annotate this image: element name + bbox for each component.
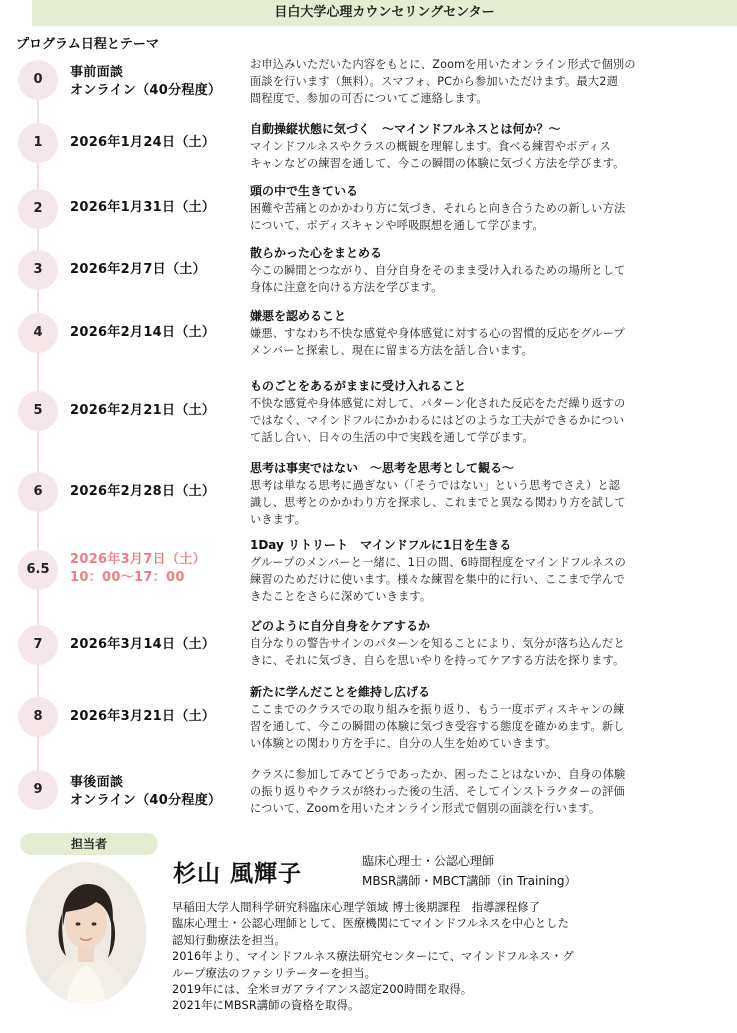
session-title: 嫌悪を認めること [250, 309, 347, 323]
session-number-badge: 6 [18, 472, 58, 512]
session-content [250, 56, 710, 107]
session-date: 2026年2月14日（土） [70, 325, 216, 340]
session-description: クラスに参加してみてどうであったか、困ったことはないか、自身の体験 の振り返りやクラスが終わった後の生活、そしてインストラクターの評価 について、Zoomを用いたオンライン形式で個別の面談を行います。 [250, 768, 626, 815]
session-number-badge: 5 [18, 391, 58, 431]
session-content [250, 245, 710, 296]
session-number-badge: 2 [18, 189, 58, 229]
portrait-illustration [26, 862, 146, 1004]
bio-line: 臨床心理士・公認心理師として、医療機関にてマインドフルネスを中心とした [172, 917, 569, 931]
staff-heading: 担当者 [20, 833, 158, 855]
bio-line: 2019年には、全米ヨガアライアンス認定200時間を取得。 [172, 983, 473, 997]
session-number-badge: 9 [18, 770, 58, 810]
date-line: オンライン（40分程度） [70, 793, 222, 808]
session-date: 2026年1月31日（土） [70, 200, 216, 215]
session-number-badge: 6.5 [18, 550, 58, 590]
session-title: 思考は事実ではない ～思考を思考として観る～ [250, 461, 515, 475]
session-date: 2026年1月24日（土） [70, 135, 216, 150]
session-title: どのように自分自身をケアするか [250, 619, 431, 633]
session-description: 思考は単なる思考に過ぎない（「そうではない」という思考でさえ）と認 識し、思考とのかかわり方を探求し、これまでと異なる関わり方を試して いきます。 [250, 479, 626, 526]
staff-name: 杉山 風輝子 [173, 861, 303, 887]
session-number-badge: 3 [18, 250, 58, 290]
session-content [250, 183, 710, 234]
session-number-badge: 0 [18, 60, 58, 100]
session-content [250, 460, 710, 528]
session-number-badge: 7 [18, 625, 58, 665]
session-date: 2026年2月21日（土） [70, 403, 216, 418]
section-heading: プログラム日程とテーマ [16, 37, 159, 52]
session-description: ここまでのクラスでの取り組みを振り返り、もう一度ボディスキャンの練 習を通して、今この瞬間の体験に気づき受容する態度を確かめます。新し い体験との関わり方を手に、自分の人生を始めていきます。 [250, 703, 625, 750]
session-content [250, 618, 710, 669]
timeline-line [37, 78, 39, 790]
bio-line: 認知行動療法を担当。 [172, 933, 286, 947]
date-line: 10：00～17：00 [70, 570, 185, 585]
session-content [250, 766, 710, 817]
session-date [70, 551, 206, 587]
organization-banner: 目白大学心理カウンセリングセンター [32, 0, 737, 26]
bio-line: ループ療法のファシリテーターを担当。 [172, 966, 376, 980]
session-content [250, 121, 710, 172]
session-content [250, 378, 710, 446]
staff-photo [26, 862, 146, 1004]
session-title: 新たに学んだことを維持し広げる [250, 685, 431, 699]
session-number-badge: 8 [18, 697, 58, 737]
session-description: 嫌悪、すなわち不快な感覚や身体感覚に対する心の習慣的反応をグループ メンバーと探索し、現在に留まる方法を話し合います。 [250, 327, 625, 357]
session-title: ものごとをあるがままに受け入れること [250, 379, 467, 393]
staff-qualification: 臨床心理士・公認心理師 [362, 854, 495, 868]
session-date [70, 64, 221, 100]
date-line: 2026年3月7日（土） [70, 552, 206, 567]
session-title: 自動操縦状態に気づく ～マインドフルネスとは何か？～ [250, 122, 561, 136]
session-content [250, 684, 710, 752]
session-description: 困難や苦痛とのかかわり方に気づき、それらと向き合うための新しい方法 について、ボディスキャンや呼吸瞑想を通して学びます。 [250, 202, 626, 232]
session-date: 2026年2月7日（土） [70, 262, 206, 277]
session-title: 散らかった心をまとめる [250, 246, 383, 260]
bio-line: 早稲田大学人間科学研究科臨床心理学領域 博士後期課程 指導課程修了 [172, 901, 541, 914]
date-line: 事後面談 [70, 775, 124, 790]
session-description: 今この瞬間とつながり、自分自身をそのまま受け入れるための場所として 身体に注意を向ける方法を学びます。 [250, 264, 626, 294]
date-line: オンライン（40分程度） [70, 83, 222, 98]
bio-line: 2016年より、マインドフルネス療法研究センターにて、マインドフルネス・グ [172, 950, 574, 964]
session-title: 頭の中で生きている [250, 184, 359, 198]
session-description: お申込みいただいた内容をもとに、Zoomを用いたオンライン形式で個別の 面談を行います（無料）。スマフォ、PCから参加いただけます。最大2週 間程度で、参加の可否についてご連絡します。 [250, 58, 636, 105]
session-date: 2026年3月14日（土） [70, 637, 216, 652]
bio-line: 2021年にMBSR講師の資格を取得。 [172, 999, 360, 1013]
date-line: 事前面談 [70, 65, 124, 80]
session-description: マインドフルネスやクラスの概観を理解します。食べる練習やボディス キャンなどの練習を通して、今この瞬間の体験に気づく方法を学びます。 [250, 140, 625, 170]
staff-qualification: MBSR講師・MBCT講師（in Training） [362, 874, 577, 888]
session-number-badge: 1 [18, 123, 58, 163]
session-date: 2026年3月21日（土） [70, 709, 216, 724]
session-title: 1Day リトリート マインドフルに1日を生きる [250, 538, 512, 552]
session-number-badge: 4 [18, 313, 58, 353]
session-date: 2026年2月28日（土） [70, 484, 216, 499]
session-description: 自分なりの警告サインのパターンを知ることにより、気分が落ち込んだと きに、それに気づき、自らを思いやりを持ってケアする方法を探ります。 [250, 637, 625, 667]
session-content [250, 537, 710, 605]
session-content [250, 308, 710, 359]
session-description: 不快な感覚や身体感覚に対して、パターン化された反応をただ繰り返すの ではなく、マインドフルにかかわるにはどのような工夫ができるかについ て話し合い、日々の生活の中で実践を通して学びます。 [250, 397, 626, 444]
staff-bio [172, 900, 712, 1015]
session-description: グループのメンバーと一緒に、1日の間、6時間程度をマインドフルネスの 練習のためだけに使います。様々な練習を集中的に行い、ここまで学んで きたことをさらに深めていきます。 [250, 556, 627, 603]
session-date [70, 774, 221, 810]
